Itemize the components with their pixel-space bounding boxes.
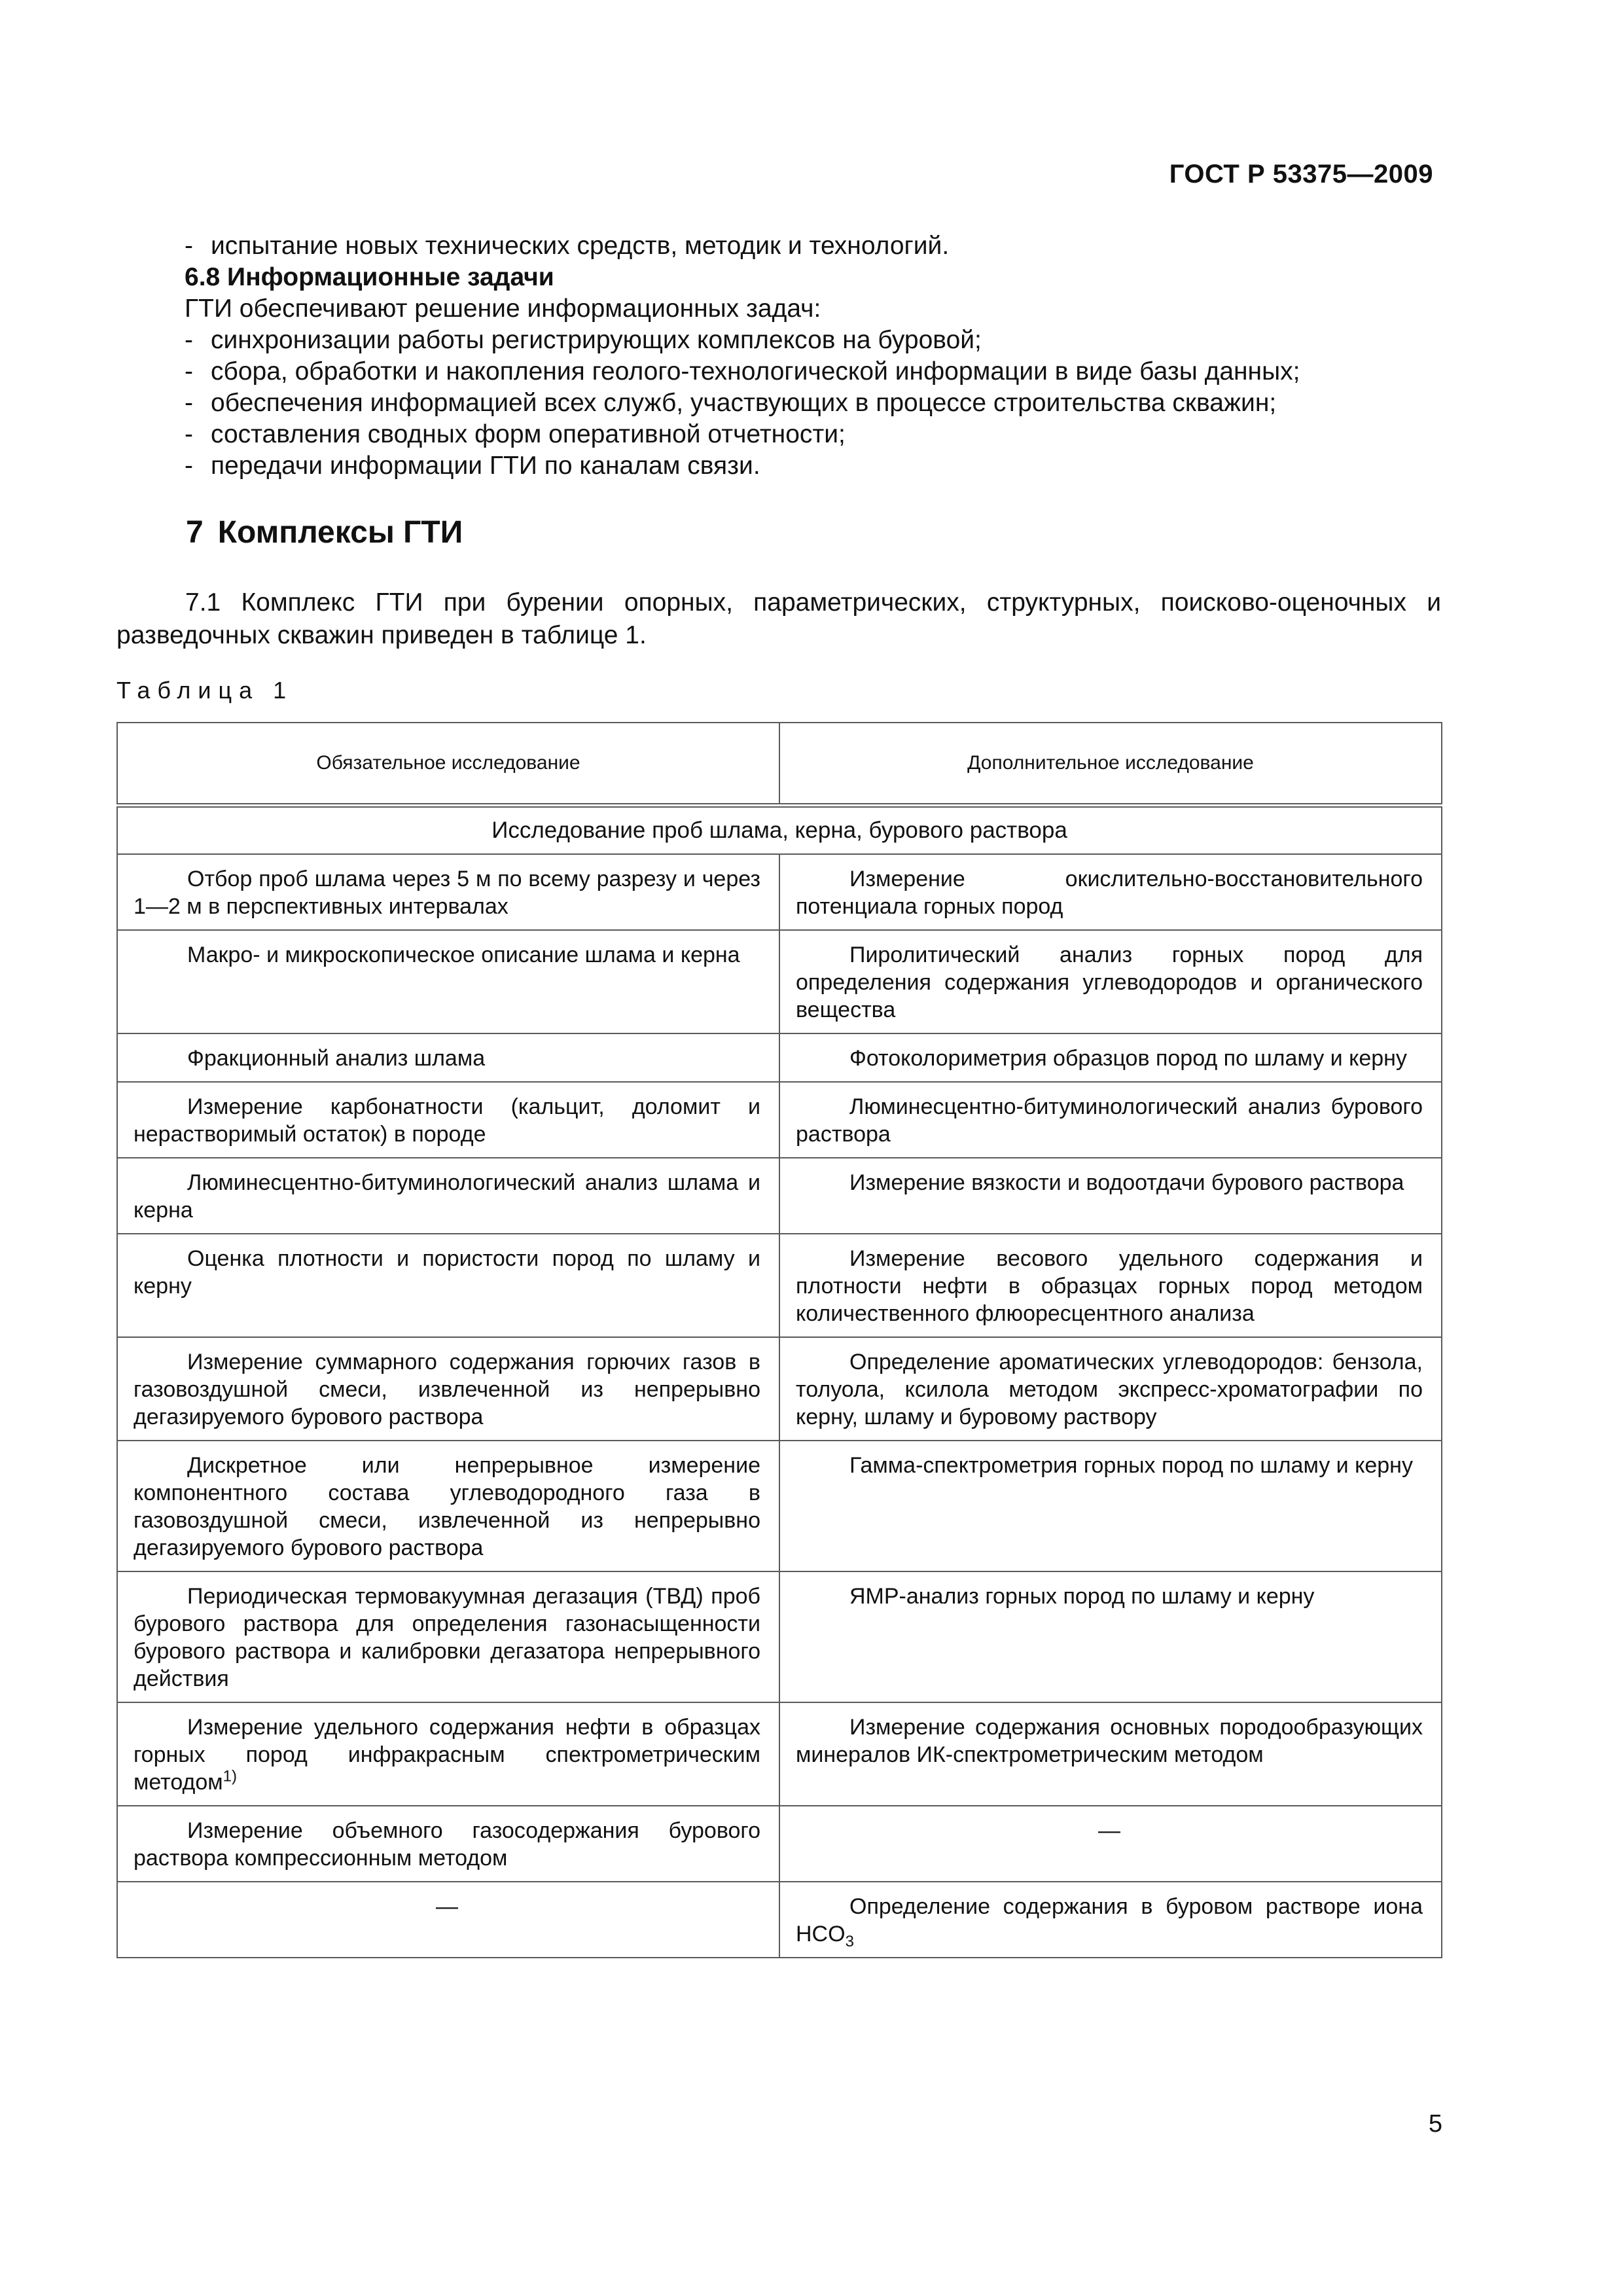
document-code: ГОСТ Р 53375—2009 bbox=[1169, 160, 1433, 188]
list-item: - испытание новых технических средств, методик и технологий. bbox=[185, 232, 950, 260]
table-row: Измерение удельного содержания нефти в образцах горных пород инфракрасным спектрометрическим методом$^{1)}$ Измерение содержания основных породообразующих минералов ИК-спектрометрическим методом bbox=[117, 1702, 1442, 1806]
list-item: - передачи информации ГТИ по каналам связи. bbox=[185, 452, 760, 480]
table-caption: Таблица 1 bbox=[116, 677, 294, 704]
subsection-title: 6.8 Информационные задачи bbox=[185, 263, 554, 291]
list-item: - составления сводных форм оперативной отчетности; bbox=[185, 420, 846, 448]
subsection-intro: ГТИ обеспечивают решение информационных задач: bbox=[185, 295, 821, 323]
list-item: - сбора, обработки и накопления геолого-технологической информации в виде базы данных; bbox=[185, 357, 1300, 386]
section-number: 7 bbox=[186, 515, 204, 550]
table-row: Измерение суммарного содержания горючих газов в газовоздушной смеси, извлеченной из непрерывно дегазируемого бурового раствора Определение ароматических углеводородов: бензола, толуола, ксилола методом экспресс-хроматографии по керну, шламу и буровому раствору bbox=[117, 1337, 1442, 1441]
section-heading bbox=[186, 514, 463, 550]
page-number: 5 bbox=[1428, 2110, 1442, 2138]
list-item: - синхронизации работы регистрирующих комплексов на буровой; bbox=[185, 326, 982, 354]
section-title: Комплексы ГТИ bbox=[217, 515, 463, 550]
table-row: Дискретное или непрерывное измерение компонентного состава углеводородного газа в газовоздушной смеси, извлеченной из непрерывно дегазируемого бурового раствора Гамма-спектрометрия горных пород по шламу и керну bbox=[117, 1441, 1442, 1571]
research-table bbox=[116, 722, 1442, 1958]
body-text bbox=[185, 230, 1441, 482]
table-row: Периодическая термовакуумная дегазация (ТВД) проб бурового раствора для определения газонасыщенности бурового раствора и калибровки дегазатора непрерывного действия ЯМР-анализ горных пород по шламу и керну bbox=[117, 1571, 1442, 1702]
header-additional: Дополнительное исследование bbox=[779, 723, 1442, 806]
table-row: Люминесцентно-битуминологический анализ шлама и керна Измерение вязкости и водоотдачи бурового раствора bbox=[117, 1158, 1442, 1234]
table-row: Измерение карбонатности (кальцит, доломит и нерастворимый остаток) в породе Люминесцентно-битуминологический анализ бурового раствора bbox=[117, 1082, 1442, 1158]
header-mandatory: Обязательное исследование bbox=[117, 723, 779, 806]
table-header-row bbox=[117, 723, 1442, 806]
footnote-marker: 1) bbox=[223, 1767, 237, 1785]
table-row: — Определение содержания в буровом растворе иона $HCO_3$ bbox=[117, 1882, 1442, 1958]
section-paragraph: 7.1 Комплекс ГТИ при бурении опорных, параметрических, структурных, поисково-оценочных и разведочных скважин приведен в таблице 1. bbox=[116, 588, 1441, 649]
table-row: Отбор проб шлама через 5 м по всему разрезу и через 1—2 м в перспективных интервалах Измерение окислительно-восстановительного потенциала горных пород bbox=[117, 854, 1442, 930]
table-row: Оценка плотности и пористости пород по шламу и керну Измерение весового удельного содержания и плотности нефти в образцах горных пород методом количественного флюоресцентного анализа bbox=[117, 1234, 1442, 1337]
table-section-row: Исследование проб шлама, керна, бурового раствора bbox=[117, 806, 1442, 855]
table-row: Макро- и микроскопическое описание шлама и керна Пиролитический анализ горных пород для определения содержания углеводородов и органического вещества bbox=[117, 930, 1442, 1033]
list-item: - обеспечения информацией всех служб, участвующих в процессе строительства скважин; bbox=[185, 389, 1277, 417]
table-row: Фракционный анализ шлама Фотоколориметрия образцов пород по шламу и керну bbox=[117, 1033, 1442, 1082]
table-row: Измерение объемного газосодержания бурового раствора компрессионным методом — bbox=[117, 1806, 1442, 1882]
